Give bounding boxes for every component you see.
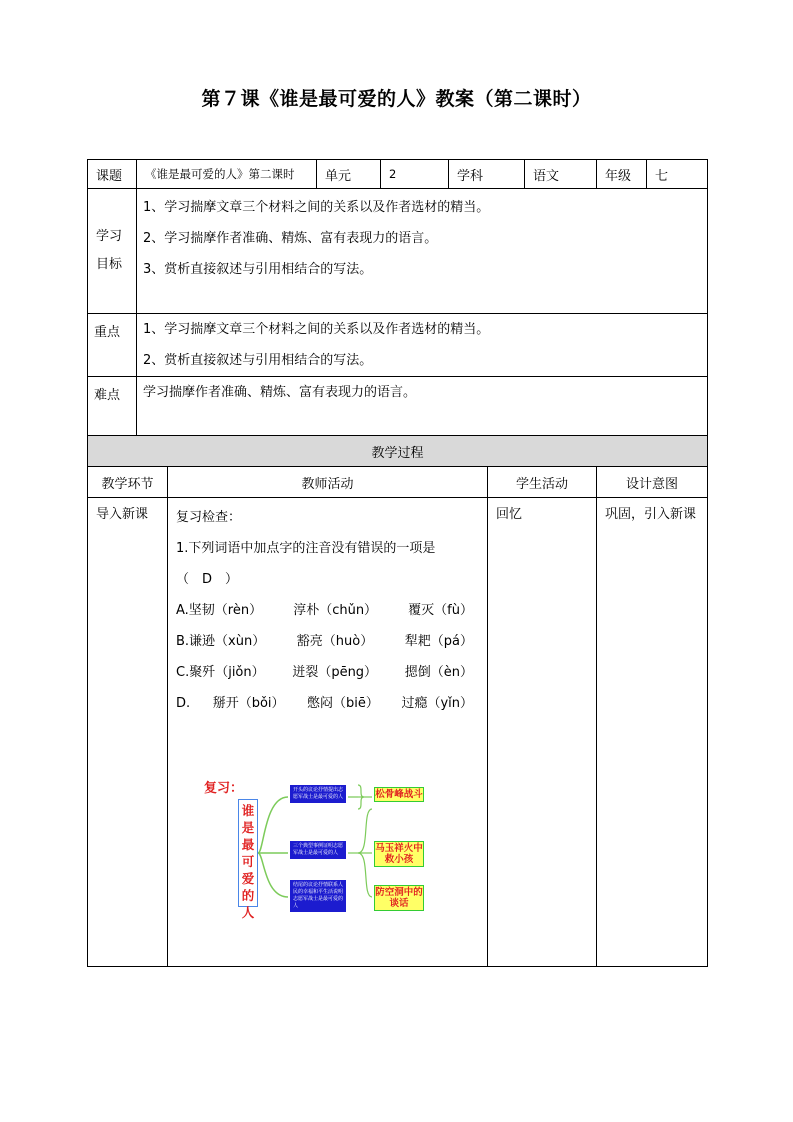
review-label: 复习检查： [176,510,242,525]
option-term: 迸裂（pēng） [292,665,378,680]
question-answer: （ D ） [176,572,239,587]
teacher-activity-cell [168,498,488,967]
question-text: 1.下列词语中加点字的注音没有错误的一项是 [176,541,436,556]
option-term: 犁耙（pá） [404,634,473,649]
objectives-label-line1: 学习 [96,229,123,244]
option-term: 憋闷（biē） [307,696,379,711]
objective-item: 2、学习揣摩作者准确、精炼、富有表现力的语言。 [143,231,438,246]
key-points-content [137,314,708,377]
mindmap-tag: 马玉祥火中救小孩 [375,843,423,865]
unit-value: 2 [381,160,449,189]
mindmap-tag: 防空洞中的谈话 [375,887,423,909]
subject-value: 语文 [525,160,597,189]
subject-label: 学科 [449,160,525,189]
mindmap-box: 三个典型事例证明志愿军战士是最可爱的人 [290,841,346,859]
objectives-label [88,189,137,314]
mindmap-root: 谁是最可爱的人 [238,799,258,907]
topic-label: 课题 [88,160,137,189]
difficulty-text: 学习揣摩作者准确、精炼、富有表现力的语言。 [143,385,417,400]
student-activity-cell: 回忆 [488,498,597,967]
key-point-item: 2、赏析直接叙述与引用相结合的写法。 [143,353,373,368]
grade-value: 七 [647,160,708,189]
topic-value: 《谁是最可爱的人》第二课时 [137,160,317,189]
option-term: C.聚歼（jiǒn） [176,665,265,680]
option-term: 豁亮（huò） [296,634,374,649]
review-mindmap [198,777,428,920]
lesson-plan-table [87,159,708,967]
column-design-intent: 设计意图 [597,467,708,498]
grade-label: 年级 [597,160,647,189]
option-d [176,688,479,719]
objective-item: 3、赏析直接叙述与引用相结合的写法。 [143,262,373,277]
option-b [176,626,479,657]
key-point-item: 1、学习揣摩文章三个材料之间的关系以及作者选材的精当。 [143,322,490,337]
option-term: A.坚韧（rèn） [176,603,263,618]
option-term: 覆灭（fù） [408,603,473,618]
option-term: D. [176,696,191,711]
option-c [176,657,479,688]
mindmap-box: 开头的议论抒情提出志愿军战士是最可爱的人 [290,785,346,803]
option-term: 掰开（bǒi） [212,696,285,711]
column-stage: 教学环节 [88,467,168,498]
key-points-label: 重点 [88,314,137,377]
design-intent-cell: 巩固，引入新课 [597,498,708,967]
mindmap-title: 复习： [204,781,244,796]
column-teacher-activity: 教师活动 [168,467,488,498]
difficulty-label: 难点 [88,377,137,436]
mindmap-tag: 松骨峰战斗 [375,789,423,800]
stage-cell: 导入新课 [88,498,168,967]
mindmap-box: 结尾的议论抒情联系人民的幸福和平生活说明志愿军战士是最可爱的人 [290,880,346,912]
difficulty-content [137,377,708,436]
option-term: B.谦逊（xùn） [176,634,266,649]
option-term: 淳朴（chǔn） [293,603,378,618]
column-student-activity: 学生活动 [488,467,597,498]
objective-item: 1、学习揣摩文章三个材料之间的关系以及作者选材的精当。 [143,200,490,215]
option-term: 摁倒（èn） [404,665,473,680]
unit-label: 单元 [317,160,381,189]
objectives-label-line2: 目标 [96,257,123,272]
option-term: 过瘾（yǐn） [401,696,473,711]
objectives-content [137,189,708,314]
document-title: 第７课《谁是最可爱的人》教案（第二课时） [201,88,592,110]
process-header: 教学过程 [88,436,708,467]
option-a [176,595,479,626]
